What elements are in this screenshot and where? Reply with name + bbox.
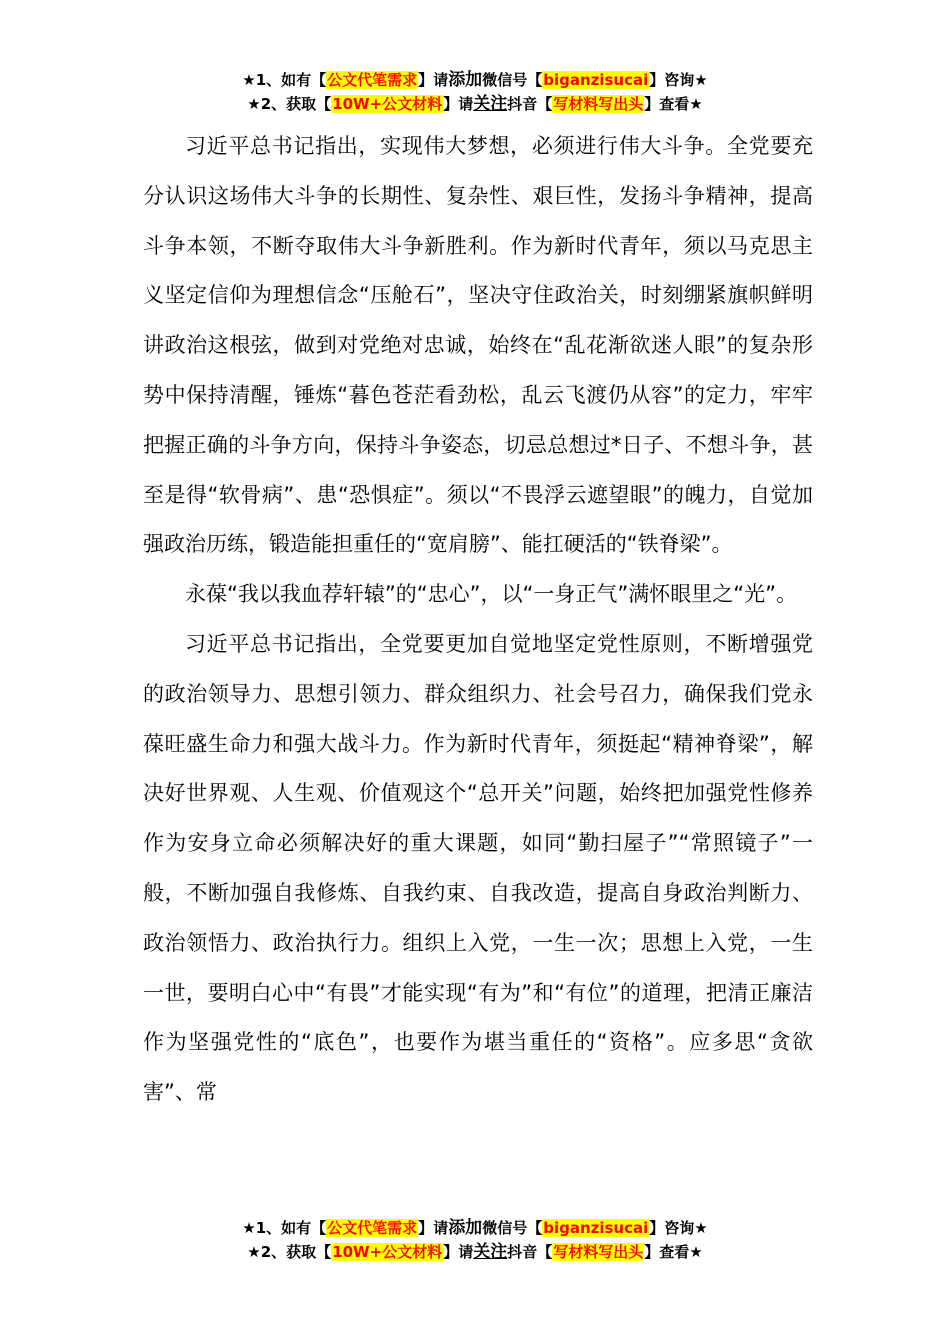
bottom-banner [0,1216,950,1264]
banner-line-2: ★2、获取【10W+公文材料】请关注抖音【写材料写出头】查看★ [247,94,703,114]
highlight-wechat-id: biganzisucai [543,71,649,89]
top-banner [0,68,950,116]
highlight-service: 公文代笔需求 [327,1219,418,1237]
highlight-materials: 10W+公文材料 [332,1243,443,1261]
banner-line-2: ★2、获取【10W+公文材料】请关注抖音【写材料写出头】查看★ [247,1242,703,1262]
paragraph: 习近平总书记指出，全党要更加自觉地坚定党性原则，不断增强党的政治领导力、思想引领力、群众组织力、社会号召力，确保我们党永葆旺盛生命力和强大战斗力。作为新时代青年，须挺起“精神脊梁”，解决好世界观、人生观、价值观这个“总开关”问题，始终把加强党性修养作为安身立命必须解决好的重大课题，如同“勤扫屋子”“常照镜子”一般，不断加强自我修炼、自我约束、自我改造，提高自身政治判断力、政治领悟力、政治执行力。组织上入党，一生一次；思想上入党，一生一世，要明白心中“有畏”才能实现“有为”和“有位”的道理，把清正廉洁作为坚强党性的“底色”，也要作为堪当重任的“资格”。应多思“贪欲害”、常 [143,631,813,1105]
highlight-materials: 10W+公文材料 [332,95,443,113]
banner-line-1: ★1、如有【公文代笔需求】请添加微信号【biganzisucai】咨询★ [242,70,708,90]
highlight-douyin-account: 写材料写出头 [553,95,644,113]
highlight-service: 公文代笔需求 [327,71,418,89]
paragraph: 永葆“我以我血荐轩辕”的“忠心”，以“一身正气”满怀眼里之“光”。 [185,582,798,607]
banner-line-1: ★1、如有【公文代笔需求】请添加微信号【biganzisucai】咨询★ [242,1218,708,1238]
document-body [143,122,813,1118]
highlight-douyin-account: 写材料写出头 [553,1243,644,1261]
highlight-wechat-id: biganzisucai [543,1219,649,1237]
paragraph: 习近平总书记指出，实现伟大梦想，必须进行伟大斗争。全党要充分认识这场伟大斗争的长期性、复杂性、艰巨性，发扬斗争精神，提高斗争本领，不断夺取伟大斗争新胜利。作为新时代青年，须以马克思主义坚定信仰为理想信念“压舱石”，坚决守住政治关，时刻绷紧旗帜鲜明讲政治这根弦，做到对党绝对忠诚，始终在“乱花渐欲迷人眼”的复杂形势中保持清醒，锤炼“暮色苍茫看劲松，乱云飞渡仍从容”的定力，牢牢把握正确的斗争方向，保持斗争姿态，切忌总想过*日子、不想斗争，甚至是得“软骨病”、患“恐惧症”。须以“不畏浮云遮望眼”的魄力，自觉加强政治历练，锻造能担重任的“宽肩膀”、能扛硬活的“铁脊梁”。 [143,134,813,557]
